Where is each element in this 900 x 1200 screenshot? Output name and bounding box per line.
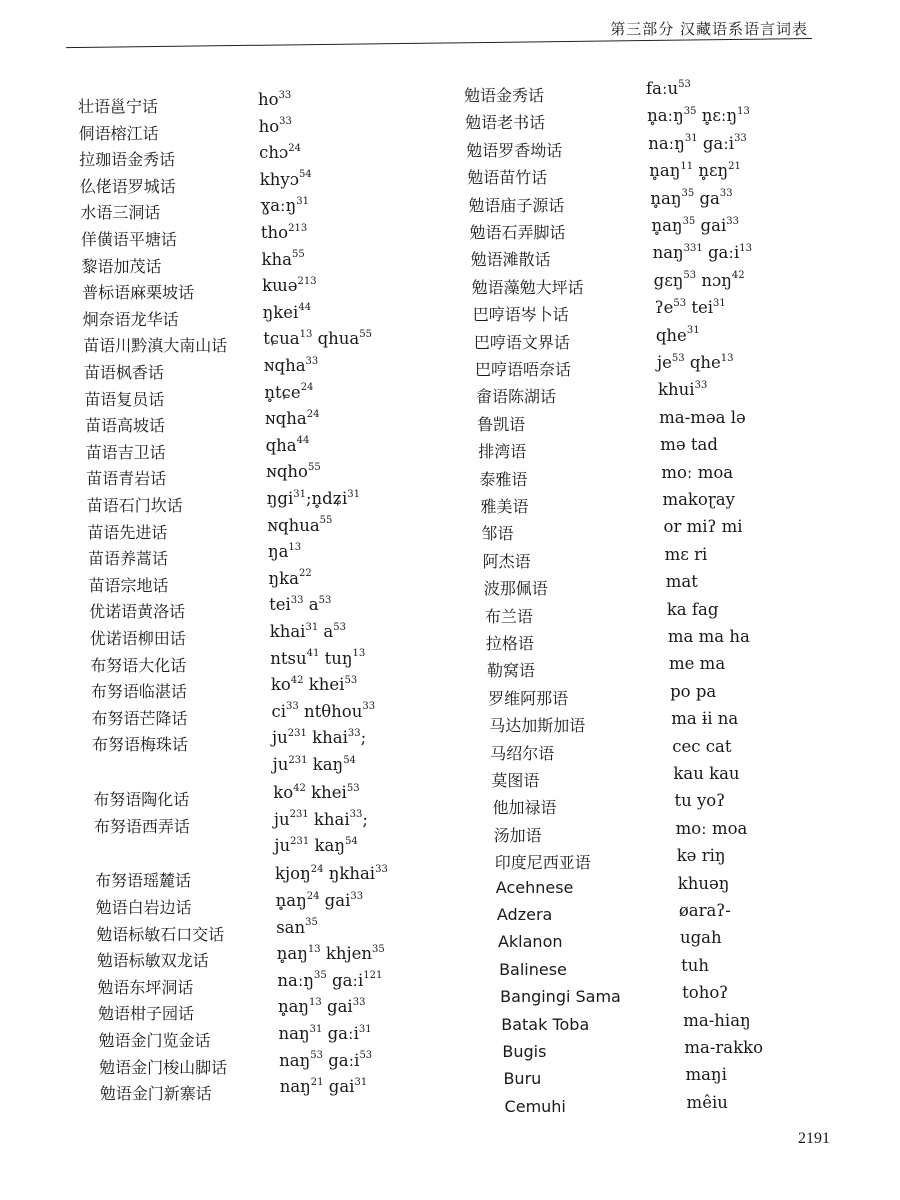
word-form: $n̥aŋ^{35}$ gai$^{33}$ bbox=[651, 215, 739, 235]
word-form: n̥tɕe$^{24}$ bbox=[264, 382, 314, 402]
header-rule bbox=[66, 38, 812, 48]
word-form: naŋ$^{21}$ gai$^{31}$ bbox=[279, 1076, 368, 1097]
language-name: 布努语陶化话 bbox=[93, 790, 190, 810]
language-name: 勉语白岩边话 bbox=[95, 898, 192, 917]
word-form: $n̥aŋ^{35}$ $ga^{33}$ bbox=[650, 188, 733, 208]
word-form: khui$^{33}$ bbox=[658, 379, 708, 400]
language-name: 勉语石弄脚话 bbox=[469, 223, 566, 242]
word-form: ma ɨi na bbox=[671, 709, 739, 729]
language-name: Bugis bbox=[502, 1042, 547, 1061]
language-name: 巴哼语文界话 bbox=[473, 332, 570, 352]
word-form: naŋ$^{53}$ gaːi$^{53}$ bbox=[279, 1050, 373, 1070]
word-form: qhe$^{31}$ bbox=[655, 325, 700, 345]
language-name: 勉语金秀话 bbox=[464, 86, 545, 105]
word-form: or miʔ mi bbox=[663, 517, 743, 537]
language-name: 畲语陈湖话 bbox=[476, 387, 557, 407]
language-name: Batak Toba bbox=[501, 1014, 590, 1034]
word-form: ɣaːŋ$^{31}$ bbox=[260, 195, 309, 216]
language-name: 壮语邕宁话 bbox=[78, 97, 159, 116]
language-name: Cemuhi bbox=[504, 1096, 566, 1116]
word-form: mat bbox=[665, 572, 698, 592]
word-form: $ho^{33}$ bbox=[258, 116, 292, 136]
language-name: Acehnese bbox=[495, 877, 574, 897]
language-name: 罗维阿那语 bbox=[488, 688, 569, 708]
word-form: maŋi bbox=[685, 1065, 727, 1085]
language-name: 邹语 bbox=[481, 524, 514, 544]
language-name: Bangingi Sama bbox=[500, 987, 621, 1007]
language-name: 勉语藻勉大坪话 bbox=[471, 277, 584, 297]
word-form: tohoʔ bbox=[682, 983, 729, 1003]
language-name: 勉语标敏双龙话 bbox=[96, 951, 209, 971]
word-form: tu yoʔ bbox=[674, 791, 726, 811]
word-form: kha$^{55}$ bbox=[261, 249, 305, 269]
language-name: 苗语先进话 bbox=[87, 522, 168, 542]
language-name: 佯僙语平塘话 bbox=[80, 230, 177, 249]
language-name: 仫佬语罗城话 bbox=[79, 176, 176, 196]
language-name: 苗语吉卫话 bbox=[85, 442, 166, 462]
word-form: ŋka$^{22}$ bbox=[268, 568, 312, 588]
word-form: øaraʔ- bbox=[678, 901, 731, 920]
word-form: mə tad bbox=[660, 435, 718, 455]
word-form: khyɔ$^{54}$ bbox=[259, 169, 312, 189]
language-name: 苗语川黔滇大南山话 bbox=[83, 336, 228, 356]
page-number: 2191 bbox=[798, 1130, 830, 1147]
language-name: 马达加斯加语 bbox=[489, 716, 586, 736]
language-name: 布努语临湛话 bbox=[90, 682, 187, 702]
word-form: po pa bbox=[670, 681, 717, 701]
language-name: 优诺语黄洛话 bbox=[89, 602, 186, 622]
language-name: 勒窝语 bbox=[487, 661, 536, 681]
word-form: cec cat bbox=[672, 736, 732, 756]
language-name: 炯奈语龙华话 bbox=[82, 309, 179, 329]
word-form: ka fag bbox=[666, 599, 719, 619]
language-name: 勉语庙子源话 bbox=[468, 195, 565, 215]
word-form: kɯə$^{213}$ bbox=[262, 275, 317, 296]
language-name: 布努语芒降话 bbox=[91, 708, 188, 728]
language-name: 莫图语 bbox=[491, 771, 540, 790]
language-name: 勉语金门新寨话 bbox=[99, 1084, 212, 1104]
language-name: Buru bbox=[503, 1069, 542, 1089]
language-name: 黎语加茂话 bbox=[81, 256, 162, 276]
word-form: n̥aːŋ$^{35}$ n̥ɛːŋ$^{13}$ bbox=[647, 105, 750, 126]
language-name: 侗语榕江话 bbox=[78, 123, 159, 143]
language-name: 勉语罗香坳话 bbox=[466, 140, 563, 160]
language-name: 勉语标敏石口交话 bbox=[96, 924, 225, 944]
language-name: 阿杰语 bbox=[482, 551, 531, 571]
word-form: ŋgi$^{31}$;n̥dʑi$^{31}$ bbox=[266, 488, 360, 508]
language-name: 泰雅语 bbox=[479, 469, 528, 489]
word-form: ntsu$^{41}$ tuŋ$^{13}$ bbox=[270, 648, 366, 668]
language-name: 勉语东坪洞话 bbox=[97, 977, 194, 997]
word-form: tho$^{213}$ bbox=[260, 222, 308, 242]
word-form: kə riŋ bbox=[676, 846, 726, 866]
word-form: san$^{35}$ bbox=[276, 917, 318, 937]
word-form: ɴqha$^{33}$ bbox=[263, 355, 319, 375]
word-form: $ko^{42}$ khei$^{53}$ bbox=[270, 674, 358, 695]
word-form: ɴqhua$^{55}$ bbox=[267, 515, 333, 535]
word-form: makoɽay bbox=[662, 490, 735, 509]
word-form: $ci^{33}$ ntθhou$^{33}$ bbox=[271, 701, 376, 721]
language-name: 布努语梅珠话 bbox=[92, 735, 189, 755]
language-name: 汤加语 bbox=[493, 825, 542, 845]
word-form: $n̥aŋ^{13}$ khjen$^{35}$ bbox=[276, 943, 385, 964]
language-name: 排湾语 bbox=[478, 442, 527, 462]
word-form: ma-məa lə bbox=[659, 407, 746, 427]
language-name: 优诺语柳田话 bbox=[89, 629, 186, 648]
language-name: 鲁凯语 bbox=[477, 414, 526, 434]
language-name: 拉格语 bbox=[485, 634, 534, 653]
word-form: moː moa bbox=[661, 462, 734, 482]
language-name: 水语三洞话 bbox=[80, 203, 161, 223]
language-name: 苗语青岩话 bbox=[86, 469, 167, 489]
language-name: 雅美语 bbox=[480, 497, 529, 516]
word-form: $ju^{231}$ khai$^{33}$; bbox=[272, 727, 367, 748]
language-name: 苗语石门坎话 bbox=[86, 496, 183, 515]
word-form: naŋ$^{331}$ gaːi$^{13}$ bbox=[652, 242, 752, 263]
word-form: $ju^{231}$ kaŋ$^{54}$ bbox=[274, 835, 358, 856]
word-form: tei$^{33}$ $a^{53}$ bbox=[269, 594, 332, 615]
language-name: 布努语西弄话 bbox=[93, 816, 190, 836]
language-name: 他加禄语 bbox=[492, 798, 557, 818]
language-name: 马绍尔语 bbox=[490, 743, 555, 763]
language-name: 勉语柑子园话 bbox=[97, 1004, 194, 1024]
word-form: $je^{53}$ qhe$^{13}$ bbox=[656, 352, 734, 372]
word-form: ɴqha$^{24}$ bbox=[265, 408, 320, 429]
language-name: 布兰语 bbox=[484, 606, 533, 626]
word-form: mɛ ri bbox=[664, 544, 708, 564]
word-form: naːŋ$^{31}$ gaːi$^{33}$ bbox=[648, 133, 747, 153]
language-name: 苗语复员话 bbox=[84, 389, 165, 409]
word-form: $n̥aŋ^{13}$ gai$^{33}$ bbox=[277, 996, 366, 1017]
word-form: ma ma ha bbox=[667, 627, 750, 646]
language-name: 布努语瑶麓话 bbox=[95, 871, 192, 891]
word-form: $n̥aŋ^{11}$ n̥ɛŋ$^{21}$ bbox=[649, 160, 741, 181]
word-form: faːu$^{53}$ bbox=[646, 78, 691, 98]
word-form: gɛŋ$^{53}$ nɔŋ$^{42}$ bbox=[653, 270, 745, 290]
word-form: $ju^{231}$ khai$^{33}$; bbox=[273, 809, 368, 829]
language-name: 勉语金门梭山脚话 bbox=[99, 1057, 228, 1077]
language-name: Balinese bbox=[499, 959, 567, 979]
word-form: khai$^{31}$ $a^{53}$ bbox=[269, 621, 347, 641]
word-form: $ko^{42}$ khei$^{53}$ bbox=[273, 782, 360, 803]
word-form: ma-rakko bbox=[684, 1038, 764, 1057]
word-form: mêiu bbox=[686, 1092, 728, 1112]
language-name: Aklanon bbox=[497, 932, 563, 952]
word-form: $ju^{231}$ kaŋ$^{54}$ bbox=[272, 754, 356, 774]
language-name: 普标语麻栗坡话 bbox=[82, 283, 195, 303]
language-name: 苗语宗地话 bbox=[88, 575, 169, 595]
word-form: me ma bbox=[669, 654, 726, 674]
word-form: kau kau bbox=[673, 764, 740, 783]
language-name: 波那佩语 bbox=[483, 579, 548, 599]
word-form: $ho^{33}$ bbox=[258, 89, 292, 109]
word-form: $n̥aŋ^{24}$ gai$^{33}$ bbox=[275, 890, 364, 910]
language-name: Adzera bbox=[496, 905, 553, 924]
language-name: 勉语金门览金话 bbox=[98, 1031, 211, 1050]
running-header: 第三部分 汉藏语系语言词表 bbox=[610, 20, 808, 38]
word-form: ʔe$^{53}$ tei$^{31}$ bbox=[654, 297, 726, 318]
word-form: ma-hiaŋ bbox=[683, 1010, 751, 1030]
word-form: chɔ$^{24}$ bbox=[259, 142, 301, 163]
word-form: tuh bbox=[681, 955, 709, 975]
language-name: 苗语养蒿话 bbox=[87, 549, 168, 569]
language-name: 苗语高坡话 bbox=[85, 416, 166, 436]
language-name: 苗语枫香话 bbox=[83, 363, 164, 382]
word-form: tɕua$^{13}$ qhua$^{55}$ bbox=[263, 328, 372, 349]
word-form: kjoŋ$^{24}$ ŋkhai$^{33}$ bbox=[275, 863, 388, 884]
language-name: 印度尼西亚语 bbox=[494, 853, 591, 873]
language-name: 巴哼语岑卜话 bbox=[472, 305, 569, 325]
language-name: 勉语滩散话 bbox=[470, 250, 551, 270]
language-name: 布努语大化话 bbox=[90, 655, 187, 675]
language-name: 勉语老书话 bbox=[465, 113, 546, 133]
language-name: 勉语苗竹话 bbox=[467, 168, 548, 188]
word-form: ɴqho$^{55}$ bbox=[266, 461, 321, 482]
word-form: ŋkei$^{44}$ bbox=[262, 302, 312, 322]
word-form: khuəŋ bbox=[677, 873, 730, 893]
word-form: $ŋa^{13}$ bbox=[267, 541, 302, 562]
word-form: naŋ$^{31}$ gaːi$^{31}$ bbox=[278, 1023, 372, 1043]
word-form: qha$^{44}$ bbox=[265, 435, 310, 455]
language-name: 拉珈语金秀话 bbox=[79, 150, 176, 170]
word-form: ugah bbox=[679, 928, 722, 948]
word-form: moː moa bbox=[675, 818, 748, 838]
language-name: 巴哼语唔奈话 bbox=[474, 360, 571, 379]
word-form: naːŋ$^{35}$ gaːi$^{121}$ bbox=[277, 970, 383, 990]
